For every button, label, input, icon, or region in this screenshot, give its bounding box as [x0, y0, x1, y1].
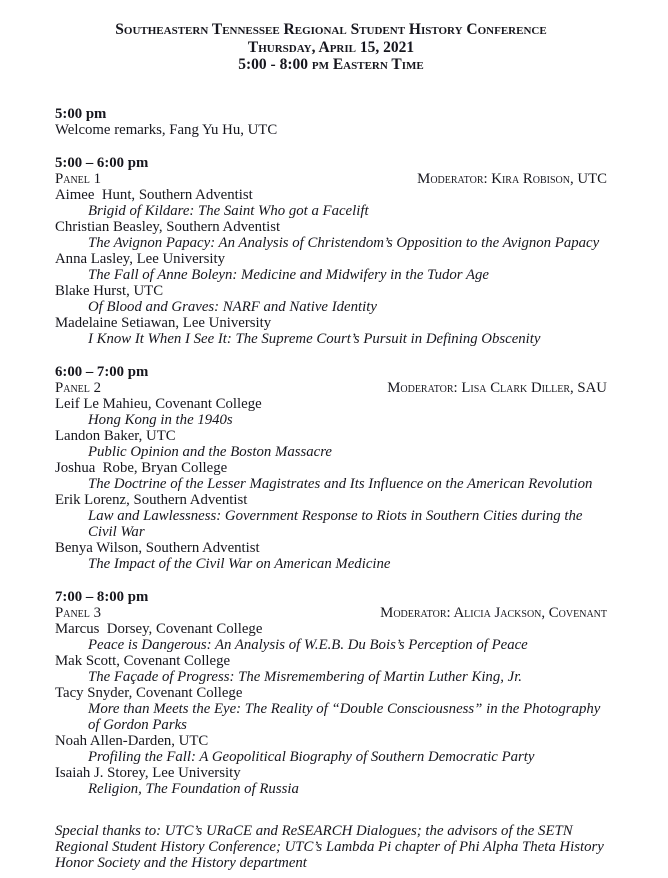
- panel-time: 6:00 – 7:00 pm: [55, 363, 149, 380]
- paper-title: Religion, The Foundation of Russia: [88, 780, 299, 797]
- panel-header-row: [55, 171, 607, 187]
- paper-title: The Avignon Papacy: An Analysis of Christendom’s Opposition to the Avignon Papacy: [88, 234, 600, 251]
- paper-title: The Impact of the Civil War on American Medicine: [88, 555, 391, 572]
- paper-title: Of Blood and Graves: NARF and Native Identity: [88, 298, 377, 315]
- presenter-name: Aimee Hunt, Southern Adventist: [55, 186, 253, 203]
- presenter-name: Marcus Dorsey, Covenant College: [55, 620, 263, 637]
- footer-acknowledgments: Special thanks to: UTC’s URaCE and ReSEARCH Dialogues; the advisors of the SETN Regional Student History Conference; UTC’s Lambda Pi chapter of Phi Alpha Theta History Honor Society and the History department: [55, 822, 608, 871]
- paper-title: The Façade of Progress: The Misremembering of Martin Luther King, Jr.: [88, 668, 523, 685]
- panel-moderator: Moderator: Lisa Clark Diller, SAU: [387, 379, 607, 396]
- panel-moderator: Moderator: Alicia Jackson, Covenant: [380, 604, 607, 621]
- paper-title: More than Meets the Eye: The Reality of “Double Consciousness” in the Photography of Gordon Parks: [88, 700, 605, 733]
- conference-date: Thursday, April 15, 2021: [247, 38, 415, 56]
- welcome-time: 5:00 pm: [55, 105, 107, 122]
- paper-title: Profiling the Fall: A Geopolitical Biography of Southern Democratic Party: [88, 748, 535, 765]
- presenter-name: Christian Beasley, Southern Adventist: [55, 218, 281, 235]
- paper-title: Brigid of Kildare: The Saint Who got a Facelift: [88, 202, 369, 219]
- panel-label: Panel 1: [55, 170, 101, 187]
- panel-moderator: Moderator: Kira Robison, UTC: [417, 170, 607, 187]
- panel-section-3: [55, 589, 607, 797]
- presenter-name: Isaiah J. Storey, Lee University: [55, 764, 241, 781]
- conference-title: Southeastern Tennessee Regional Student History Conference: [115, 21, 547, 38]
- panel-header-row: [55, 605, 607, 621]
- presenter-name: Madelaine Setiawan, Lee University: [55, 314, 272, 331]
- presenter-name: Landon Baker, UTC: [55, 427, 176, 444]
- paper-title: The Fall of Anne Boleyn: Medicine and Midwifery in the Tudor Age: [88, 266, 489, 283]
- paper-title: I Know It When I See It: The Supreme Court’s Pursuit in Defining Obscenity: [88, 330, 541, 347]
- welcome-section: [55, 106, 607, 138]
- panel-section-2: [55, 364, 607, 572]
- paper-title: Law and Lawlessness: Government Response to Riots in Southern Cities during the Civil War: [88, 507, 587, 540]
- presenter-name: Erik Lorenz, Southern Adventist: [55, 491, 248, 508]
- presenter-name: Joshua Robe, Bryan College: [55, 459, 228, 476]
- presenter-name: Anna Lasley, Lee University: [55, 250, 225, 267]
- paper-title: Peace is Dangerous: An Analysis of W.E.B. Du Bois’s Perception of Peace: [88, 636, 528, 653]
- panel-time: 7:00 – 8:00 pm: [55, 588, 149, 605]
- conference-time-range: 5:00 - 8:00 pm Eastern Time: [238, 56, 424, 73]
- welcome-remarks: Welcome remarks, Fang Yu Hu, UTC: [55, 121, 278, 138]
- panel-time: 5:00 – 6:00 pm: [55, 154, 149, 171]
- panel-section-1: [55, 155, 607, 347]
- panel-label: Panel 3: [55, 604, 101, 621]
- panel-header-row: [55, 380, 607, 396]
- presenter-name: Mak Scott, Covenant College: [55, 652, 231, 669]
- presenter-name: Leif Le Mahieu, Covenant College: [55, 395, 262, 412]
- paper-title: Public Opinion and the Boston Massacre: [88, 443, 332, 460]
- presenter-name: Noah Allen-Darden, UTC: [55, 732, 209, 749]
- paper-title: Hong Kong in the 1940s: [88, 411, 233, 428]
- presenter-name: Blake Hurst, UTC: [55, 282, 164, 299]
- paper-title: The Doctrine of the Lesser Magistrates and Its Influence on the American Revolution: [88, 475, 593, 492]
- presenter-name: Tacy Snyder, Covenant College: [55, 684, 243, 701]
- document-header: [55, 21, 607, 74]
- panel-label: Panel 2: [55, 379, 101, 396]
- presenter-name: Benya Wilson, Southern Adventist: [55, 539, 260, 556]
